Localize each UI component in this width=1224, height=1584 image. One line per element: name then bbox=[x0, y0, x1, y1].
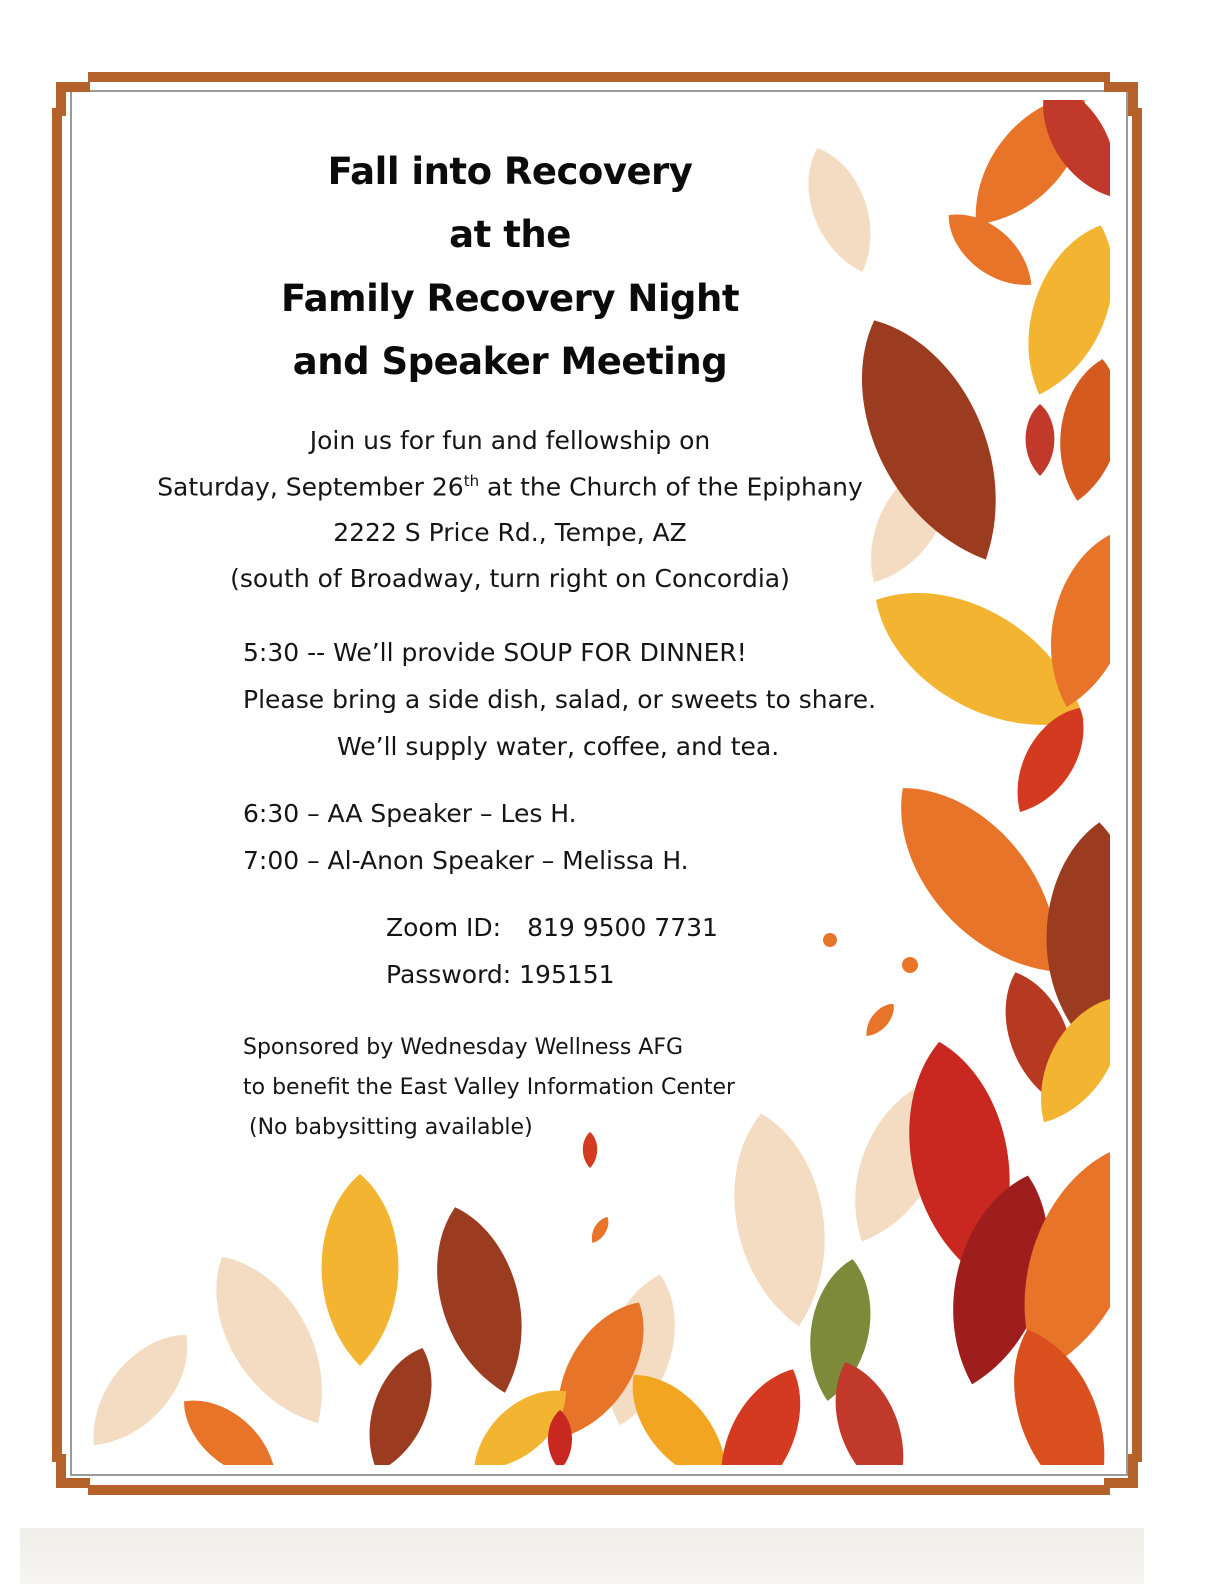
dinner-line: 5:30 -- We’ll provide SOUP FOR DINNER! bbox=[243, 638, 747, 667]
speaker-2: 7:00 – Al-Anon Speaker – Melissa H. bbox=[243, 846, 689, 875]
venue-text: at the Church of the Epiphany bbox=[479, 472, 863, 502]
inner-border-bottom bbox=[70, 1474, 1130, 1476]
frame-corner-bottom-right bbox=[1104, 1454, 1138, 1488]
date-line bbox=[40, 472, 980, 501]
title-line-2: at the bbox=[449, 213, 571, 256]
frame-corner-top-left bbox=[56, 82, 90, 116]
title-line-1: Fall into Recovery bbox=[327, 150, 693, 193]
inner-border-top bbox=[70, 90, 1130, 92]
supply-line: We’ll supply water, coffee, and tea. bbox=[337, 732, 780, 761]
frame-left bbox=[52, 108, 62, 1462]
frame-right bbox=[1132, 108, 1142, 1462]
zoom-id: 819 9500 7731 bbox=[527, 913, 718, 942]
frame-corner-bottom-left bbox=[56, 1454, 90, 1488]
speaker-1: 6:30 – AA Speaker – Les H. bbox=[243, 799, 577, 828]
password-line: Password: 195151 bbox=[386, 960, 615, 989]
invite-line: Join us for fun and fellowship on bbox=[309, 426, 711, 455]
frame-corner-top-right bbox=[1104, 82, 1138, 116]
date-text: Saturday, September 26 bbox=[157, 472, 464, 502]
bottom-strip bbox=[20, 1528, 1144, 1584]
title-line-4: and Speaker Meeting bbox=[292, 340, 728, 383]
frame-top bbox=[88, 72, 1110, 82]
bring-line: Please bring a side dish, salad, or sweets to share. bbox=[243, 685, 877, 714]
zoom-line bbox=[386, 913, 718, 942]
frame-bottom bbox=[88, 1485, 1110, 1495]
sponsor-line-3: (No babysitting available) bbox=[249, 1115, 533, 1140]
title-line-3: Family Recovery Night bbox=[280, 277, 740, 320]
address-line: 2222 S Price Rd., Tempe, AZ bbox=[333, 518, 687, 547]
inner-border-left bbox=[70, 90, 72, 1476]
date-superscript: th bbox=[463, 472, 480, 490]
inner-border-right bbox=[1126, 90, 1128, 1476]
sponsor-line-1: Sponsored by Wednesday Wellness AFG bbox=[243, 1035, 684, 1060]
directions-line: (south of Broadway, turn right on Concordia) bbox=[230, 564, 790, 593]
zoom-label: Zoom ID: bbox=[386, 913, 502, 942]
sponsor-line-2: to benefit the East Valley Information Center bbox=[243, 1075, 736, 1100]
